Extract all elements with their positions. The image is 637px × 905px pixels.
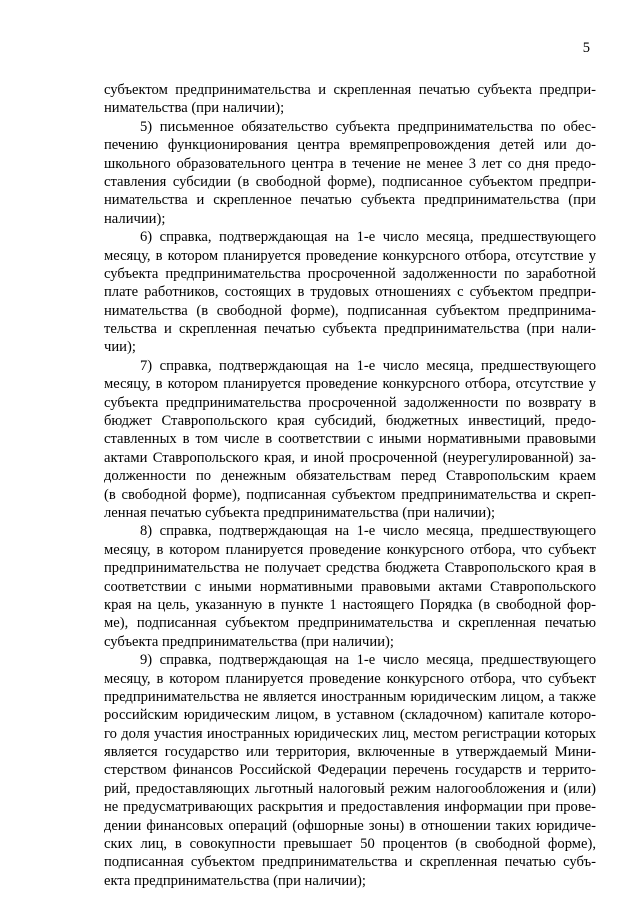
text-line: является государство или территория, включенные в утверждаемый Мини- xyxy=(104,744,596,761)
text-line: рий, предоставляющих льготный налоговый режим налогообложения и (или) xyxy=(104,780,596,797)
text-line: дении финансовых операций (офшорные зоны) в отношении таких юридиче- xyxy=(104,817,596,834)
text-line: печению функционирования центра времяпрепровождения детей или до- xyxy=(104,137,596,154)
text-line: чии); xyxy=(104,339,136,356)
paragraph-item-9 xyxy=(104,651,596,890)
paragraph-item-6 xyxy=(104,228,596,357)
text-line: тельства и скрепленная печатью субъекта предпринимательства (при нали- xyxy=(104,321,596,338)
text-line: 8) справка, подтверждающая на 1-е число месяца, предшествующего xyxy=(140,523,596,540)
text-line: бюджет Ставропольского края субсидий, бюджетных инвестиций, предо- xyxy=(104,413,596,430)
text-line: субъекта предпринимательства просроченной задолженности по заработной xyxy=(104,265,596,282)
text-line: нимательства и скрепленное печатью субъекта предпринимательства (при xyxy=(104,192,596,209)
text-line: субъекта предпринимательства (при наличии); xyxy=(104,633,394,650)
text-line: месяцу, в котором планируется проведение конкурсного отбора, отсутствие у xyxy=(104,247,596,264)
text-line: плате работников, состоящих в трудовых отношениях с субъектом предпри- xyxy=(104,284,596,301)
paragraph-cont xyxy=(104,81,596,118)
text-line: нимательства (при наличии); xyxy=(104,100,285,117)
text-line: 5) письменное обязательство субъекта предпринимательства по обес- xyxy=(140,118,596,135)
text-line: предпринимательства не получает средства бюджета Ставропольского края в xyxy=(104,560,596,577)
text-line: субъектом предпринимательства и скрепленная печатью субъекта предпри- xyxy=(104,82,596,98)
text-line: месяцу, в котором планируется проведение конкурсного отбора, что субъект xyxy=(104,670,596,687)
text-line: 6) справка, подтверждающая на 1-е число месяца, предшествующего xyxy=(140,229,596,246)
text-line: ских лиц, в совокупности превышает 50 процентов (в свободной форме), xyxy=(104,836,596,853)
text-line: субъекта предпринимательства просроченной задолженности по возврату в xyxy=(104,394,596,411)
text-line: подписанная субъектом предпринимательства и скрепленная печатью субъ- xyxy=(104,854,596,871)
text-line: ставления субсидии (в свободной форме), подписанное субъектом предпри- xyxy=(104,173,596,190)
text-line: екта предпринимательства (при наличии); xyxy=(104,872,366,889)
paragraph-item-8 xyxy=(104,522,596,651)
text-line: месяцу, в котором планируется проведение конкурсного отбора, отсутствие у xyxy=(104,376,596,393)
text-line: долженности по денежным обязательствам перед Ставропольским краем xyxy=(104,468,596,485)
text-line: наличии); xyxy=(104,210,166,227)
text-line: го доля участия иностранных юридических лиц, местом регистрации которых xyxy=(104,725,596,742)
text-line: месяцу, в котором планируется проведение конкурсного отбора, что субъект xyxy=(104,541,596,558)
text-line: 7) справка, подтверждающая на 1-е число месяца, предшествующего xyxy=(140,357,596,374)
text-line: нимательства (в свободной форме), подписанная субъектом предпринима- xyxy=(104,302,596,319)
text-line: школьного образовательного центра в течение не менее 3 лет со дня предо- xyxy=(104,155,596,172)
text-line: стерством финансов Российской Федерации перечень государств и террито- xyxy=(104,762,596,779)
paragraph-item-7 xyxy=(104,357,596,523)
text-line: (в свободной форме), подписанная субъектом предпринимательства и скреп- xyxy=(104,486,596,503)
text-line: российским юридическим лицом, в уставном (складочном) капитале которо- xyxy=(104,707,596,724)
text-line: 9) справка, подтверждающая на 1-е число месяца, предшествующего xyxy=(140,652,596,669)
text-line: края на цель, указанную в пункте 1 настоящего Порядка (в свободной фор- xyxy=(104,596,596,613)
text-line: ставленных в том числе в соответствии с иными нормативными правовыми xyxy=(104,431,596,448)
text-line: актами Ставропольского края, и иной просроченной (неурегулированной) за- xyxy=(104,449,596,466)
page-number: 5 xyxy=(582,40,590,56)
paragraph-item-5 xyxy=(104,118,596,228)
text-line: не предусматривающих раскрытия и предоставления информации при прове- xyxy=(104,799,596,816)
text-line: ме), подписанная субъектом предпринимательства и скрепленная печатью xyxy=(104,615,596,632)
text-line: соответствии с иными нормативными правовыми актами Ставропольского xyxy=(104,578,596,595)
document-body xyxy=(104,81,596,890)
text-line: ленная печатью субъекта предпринимательства (при наличии); xyxy=(104,504,496,521)
text-line: предпринимательства не является иностранным юридическим лицом, а также xyxy=(104,688,596,705)
